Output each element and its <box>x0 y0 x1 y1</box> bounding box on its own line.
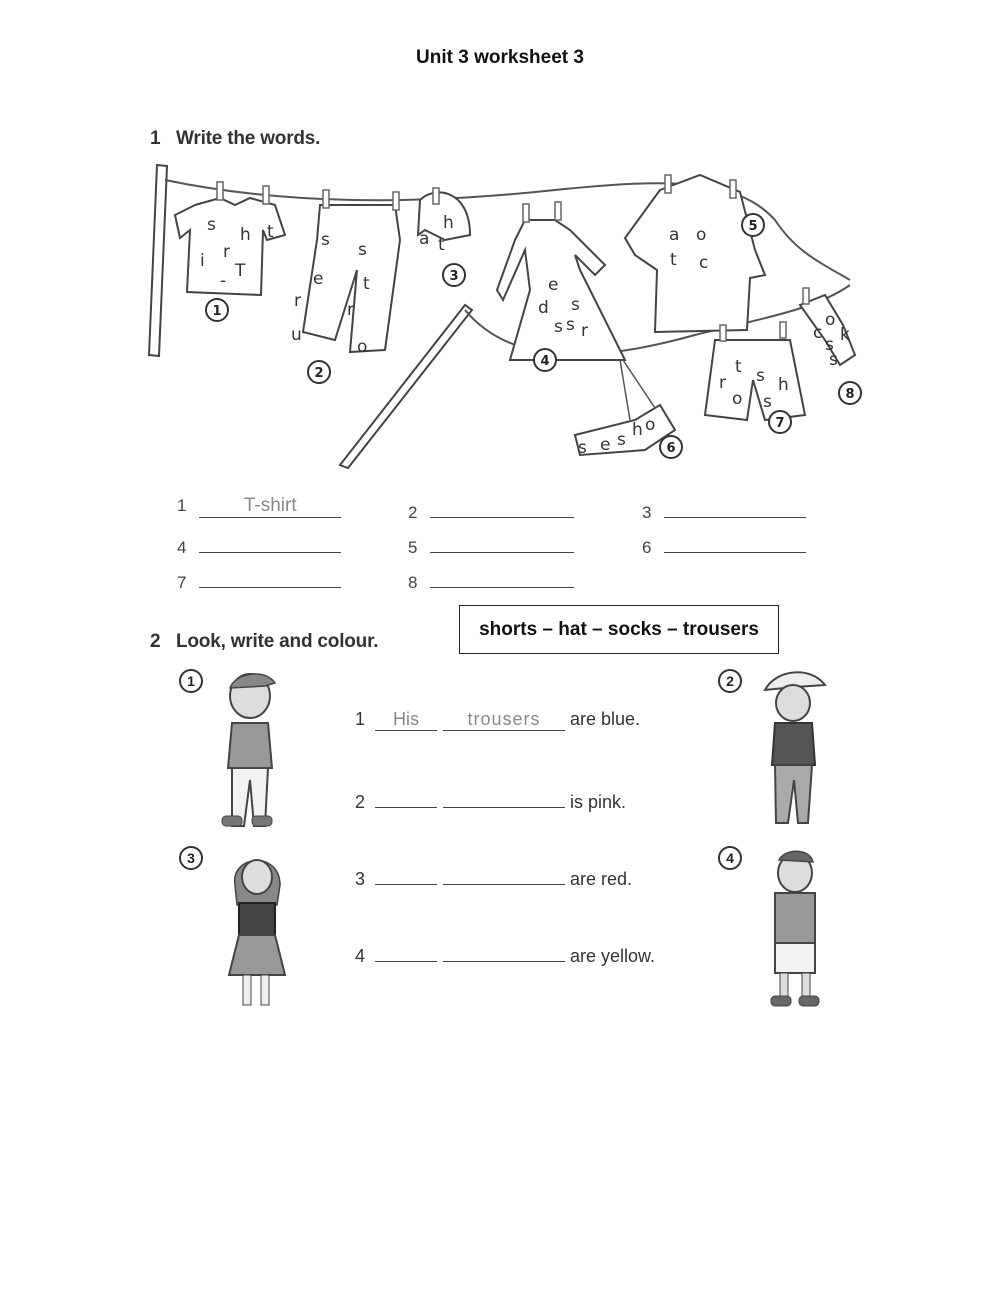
answer-6: 6 <box>642 530 806 558</box>
svg-text:6: 6 <box>666 441 676 456</box>
svg-text:e: e <box>548 275 559 295</box>
answer-5-field[interactable] <box>430 530 574 553</box>
svg-text:h: h <box>632 420 643 440</box>
svg-text:o: o <box>696 225 707 245</box>
svg-text:s: s <box>825 335 834 355</box>
answer-3: 3 <box>642 495 806 523</box>
svg-text:t: t <box>670 250 677 270</box>
dress-drawing <box>497 220 625 360</box>
svg-text:r: r <box>223 242 230 262</box>
exercise-2-instruction: Look, write and colour. <box>176 631 379 652</box>
svg-text:r: r <box>294 291 301 311</box>
svg-text:s: s <box>571 295 580 315</box>
picture-3-number: 3 <box>179 846 203 870</box>
answer-2-field[interactable] <box>430 495 574 518</box>
answer-1-field[interactable]: T-shirt <box>199 495 341 518</box>
sentence-3-blank-2[interactable] <box>443 862 565 885</box>
svg-text:8: 8 <box>845 387 855 402</box>
svg-text:r: r <box>347 300 354 320</box>
picture-4-number: 4 <box>718 846 742 870</box>
svg-text:h: h <box>778 375 789 395</box>
answer-7: 7 <box>177 565 341 593</box>
svg-text:r: r <box>581 321 588 341</box>
boy-figure-2 <box>760 665 830 833</box>
svg-text:s: s <box>578 438 587 458</box>
svg-text:s: s <box>207 215 216 235</box>
svg-text:1: 1 <box>212 304 222 319</box>
picture-1-number: 1 <box>179 669 203 693</box>
svg-text:h: h <box>443 213 454 233</box>
svg-text:c: c <box>813 323 823 343</box>
left-pole <box>149 165 167 356</box>
svg-text:s: s <box>756 366 765 386</box>
answer-8: 8 <box>408 565 574 593</box>
sentence-1-blank-1[interactable]: His <box>375 708 437 731</box>
svg-text:c: c <box>699 253 709 273</box>
sentence-2: 2 is pink. <box>355 785 626 813</box>
svg-text:s: s <box>829 350 838 370</box>
exercise-2-number: 2 <box>150 631 161 652</box>
exercise-1-heading <box>150 128 320 150</box>
sentence-1-blank-2[interactable]: trousers <box>443 708 565 731</box>
svg-text:t: t <box>438 235 445 255</box>
svg-text:d: d <box>538 298 549 318</box>
tshirt-drawing <box>175 198 285 295</box>
exercise-1-instruction: Write the words. <box>176 128 321 149</box>
svg-text:-: - <box>220 271 227 291</box>
answer-6-field[interactable] <box>664 530 806 553</box>
svg-text:s: s <box>358 240 367 260</box>
svg-text:o: o <box>732 389 743 409</box>
svg-text:o: o <box>825 310 836 330</box>
answer-5: 5 <box>408 530 574 558</box>
svg-text:a: a <box>669 225 680 245</box>
svg-text:s: s <box>617 430 626 450</box>
word-box: shorts – hat – socks – trousers <box>459 605 779 654</box>
sentence-1: 1 His trousers are blue. <box>355 709 641 729</box>
svg-text:T: T <box>235 261 246 281</box>
answer-7-field[interactable] <box>199 565 341 588</box>
answer-4-field[interactable] <box>199 530 341 553</box>
exercise-1-number: 1 <box>150 128 161 149</box>
answer-8-field[interactable] <box>430 565 574 588</box>
boy-figure-1 <box>210 668 285 836</box>
exercise-2-heading <box>150 631 378 653</box>
sentence-2-blank-1[interactable] <box>375 785 437 808</box>
girl-figure-3 <box>225 845 290 1015</box>
svg-text:e: e <box>313 269 324 289</box>
sentence-4: 4 are yellow. <box>355 939 655 967</box>
answer-4: 4 <box>177 530 341 558</box>
page-title: Unit 3 worksheet 3 <box>416 47 584 68</box>
svg-text:s: s <box>763 392 772 412</box>
answer-2: 2 <box>408 495 574 523</box>
answer-3-field[interactable] <box>664 495 806 518</box>
svg-text:2: 2 <box>314 366 324 381</box>
picture-2-number: 2 <box>718 669 742 693</box>
sentence-3-blank-1[interactable] <box>375 862 437 885</box>
svg-text:t: t <box>735 357 742 377</box>
svg-text:t: t <box>267 222 274 242</box>
svg-text:o: o <box>357 337 368 357</box>
svg-text:i: i <box>200 251 205 271</box>
sentence-3: 3 are red. <box>355 862 632 890</box>
svg-text:7: 7 <box>775 416 785 431</box>
svg-text:h: h <box>240 225 251 245</box>
svg-text:e: e <box>600 435 611 455</box>
sentence-4-blank-1[interactable] <box>375 939 437 962</box>
svg-text:s: s <box>554 317 563 337</box>
svg-text:a: a <box>419 229 430 249</box>
svg-text:s: s <box>321 230 330 250</box>
svg-text:s: s <box>566 315 575 335</box>
svg-text:r: r <box>719 373 726 393</box>
svg-text:3: 3 <box>449 269 459 284</box>
svg-text:t: t <box>363 274 370 294</box>
svg-text:u: u <box>291 325 302 345</box>
svg-text:5: 5 <box>748 219 758 234</box>
svg-text:k: k <box>840 325 850 345</box>
svg-text:o: o <box>645 415 656 435</box>
sentence-2-blank-2[interactable] <box>443 785 565 808</box>
clothesline-illustration <box>135 160 875 470</box>
svg-text:4: 4 <box>540 354 550 369</box>
sentence-4-blank-2[interactable] <box>443 939 565 962</box>
answer-1: 1 T-shirt <box>177 495 341 518</box>
boy-figure-4 <box>765 848 825 1016</box>
